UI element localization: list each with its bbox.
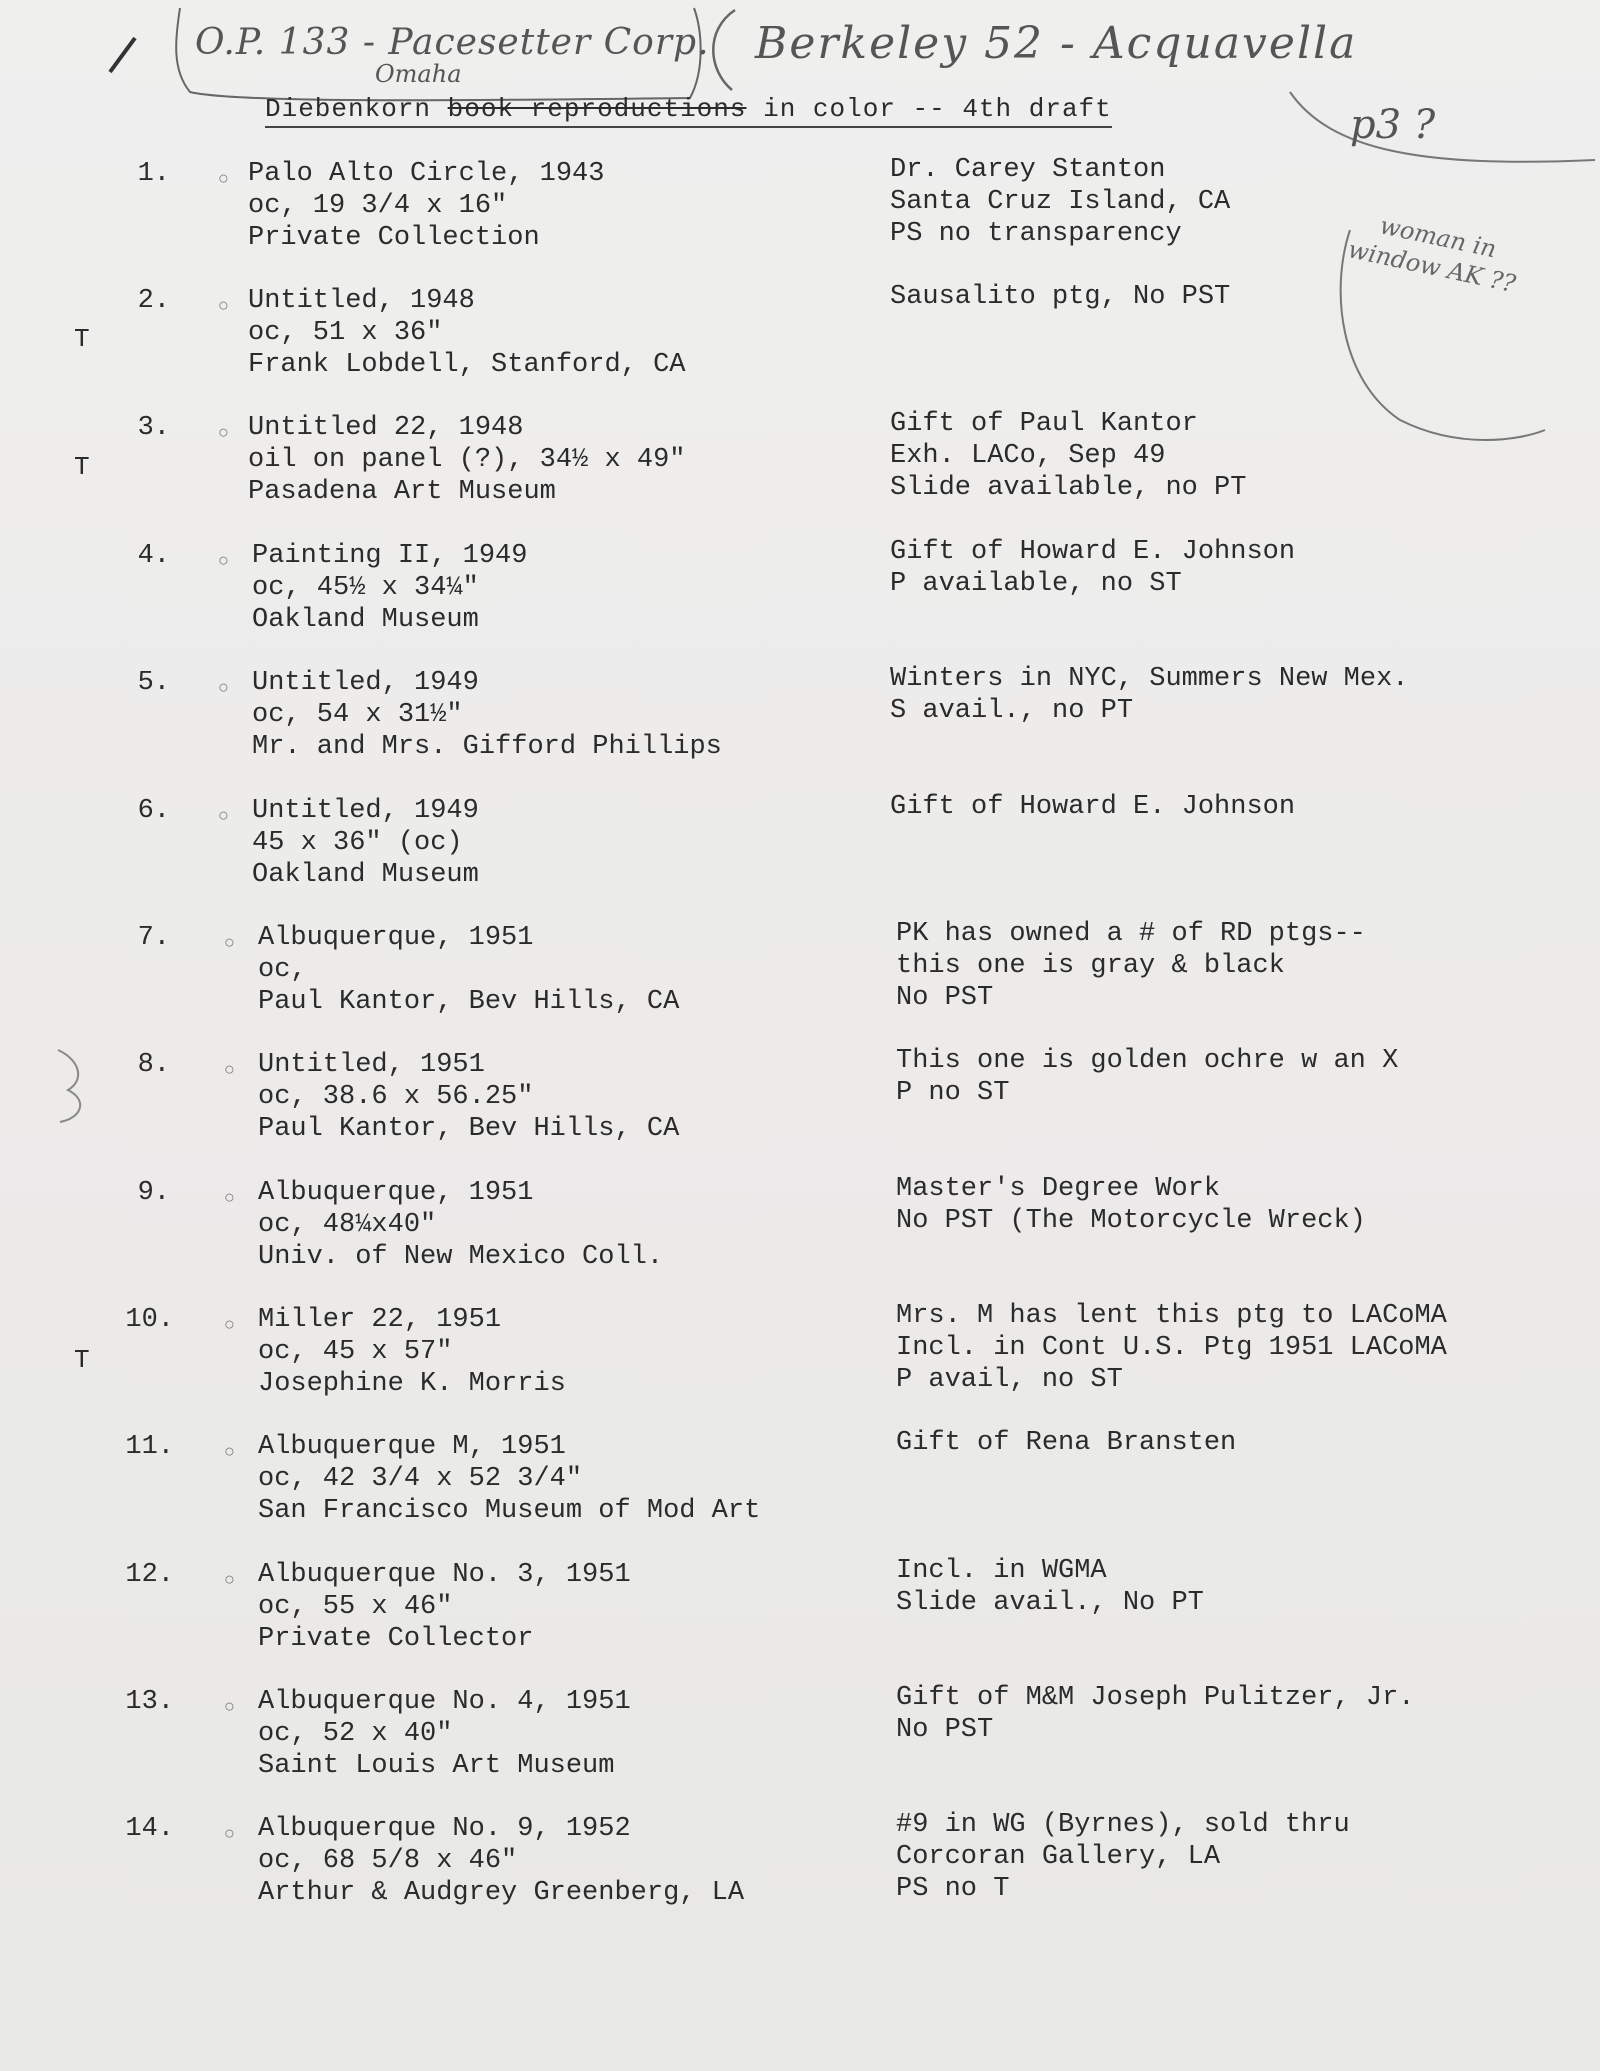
entry-left-line-3: Private Collection: [248, 223, 540, 253]
pencil-circle-icon: ○: [218, 679, 229, 699]
entry-number: 4.: [137, 541, 170, 571]
entry-left-line-1: Albuquerque No. 4, 1951: [258, 1687, 631, 1717]
handwritten-curve-right: [1290, 92, 1595, 162]
entry-number: 8.: [137, 1050, 170, 1080]
handwritten-side-note: woman in window AK ??: [1345, 211, 1519, 299]
entry-left-line-1: Painting II, 1949: [252, 541, 528, 571]
entry-left-line-2: oc, 42 3/4 x 52 3/4": [258, 1464, 583, 1494]
entry-left-line-3: Oakland Museum: [252, 605, 479, 635]
entry-right-line-2: Exh. LACo, Sep 49: [890, 441, 1166, 471]
entry-number: 9.: [137, 1178, 170, 1208]
entry-left-line-1: Albuquerque, 1951: [258, 1178, 534, 1208]
entry-left-line-2: oc, 19 3/4 x 16": [248, 191, 508, 221]
entry-left-line-1: Untitled, 1949: [252, 796, 479, 826]
t-mark-entry-3: T: [74, 452, 90, 482]
entry-left-line-2: oc, 48¼x40": [258, 1210, 437, 1240]
pencil-circle-icon: ○: [218, 807, 229, 827]
entry-right-line-3: PS no T: [896, 1874, 1010, 1904]
pencil-circle-icon: ○: [224, 1698, 235, 1718]
pencil-circle-icon: ○: [224, 1825, 235, 1845]
pencil-circle-icon: ○: [224, 1061, 235, 1081]
pencil-circle-icon: ○: [218, 297, 229, 317]
entry-number: 14.: [125, 1814, 174, 1844]
entry-left-line-3: Paul Kantor, Bev Hills, CA: [258, 987, 680, 1017]
page-header: [265, 94, 1112, 128]
entry-right-line-2: Incl. in Cont U.S. Ptg 1951 LACoMA: [896, 1333, 1447, 1363]
pencil-circle-icon: ○: [224, 1189, 235, 1209]
pencil-circle-icon: ○: [218, 552, 229, 572]
pencil-circle-icon: ○: [218, 170, 229, 190]
entry-right-line-2: Slide avail., No PT: [896, 1588, 1204, 1618]
entry-left-line-2: oc,: [258, 955, 307, 985]
handwritten-note-top-left: O.P. 133 - Pacesetter Corp.: [195, 22, 710, 63]
entry-left-line-3: Josephine K. Morris: [258, 1369, 566, 1399]
entry-right-line-1: Gift of Rena Bransten: [896, 1428, 1237, 1458]
entry-left-line-3: Oakland Museum: [252, 860, 479, 890]
entry-number: 7.: [137, 923, 170, 953]
entry-left-line-3: Frank Lobdell, Stanford, CA: [248, 350, 686, 380]
pencil-circle-icon: ○: [224, 934, 235, 954]
entry-number: 5.: [137, 668, 170, 698]
handwritten-bracket: [58, 1050, 80, 1122]
entry-left-line-2: oc, 45½ x 34¼": [252, 573, 479, 603]
entry-number: 13.: [125, 1687, 174, 1717]
entry-right-line-1: Mrs. M has lent this ptg to LACoMA: [896, 1301, 1447, 1331]
entry-right-line-3: PS no transparency: [890, 219, 1182, 249]
entry-left-line-1: Albuquerque M, 1951: [258, 1432, 566, 1462]
entry-right-line-2: P no ST: [896, 1078, 1010, 1108]
entry-left-line-1: Albuquerque No. 3, 1951: [258, 1560, 631, 1590]
handwritten-slash-top: [110, 38, 135, 72]
handwritten-page-mark: p3 ?: [1350, 102, 1436, 148]
entry-left-line-2: oil on panel (?), 34½ x 49": [248, 445, 686, 475]
entry-number: 11.: [125, 1432, 174, 1462]
entry-number: 2.: [137, 286, 170, 316]
entry-right-line-2: P available, no ST: [890, 569, 1182, 599]
entry-left-line-2: oc, 45 x 57": [258, 1337, 453, 1367]
entry-right-line-1: Winters in NYC, Summers New Mex.: [890, 664, 1409, 694]
entry-left-line-2: oc, 52 x 40": [258, 1719, 453, 1749]
entry-number: 10.: [125, 1305, 174, 1335]
entry-right-line-1: PK has owned a # of RD ptgs--: [896, 919, 1366, 949]
entry-number: 6.: [137, 796, 170, 826]
entry-left-line-3: Pasadena Art Museum: [248, 477, 556, 507]
entry-left-line-2: oc, 54 x 31½": [252, 700, 463, 730]
entry-number: 1.: [137, 159, 170, 189]
entry-left-line-1: Untitled, 1949: [252, 668, 479, 698]
pencil-circle-icon: ○: [218, 424, 229, 444]
entry-right-line-1: Sausalito ptg, No PST: [890, 282, 1231, 312]
entry-right-line-1: Gift of Howard E. Johnson: [890, 537, 1296, 567]
entry-right-line-2: Corcoran Gallery, LA: [896, 1842, 1221, 1872]
handwritten-paren: [713, 10, 735, 90]
handwritten-note-omaha: Omaha: [375, 60, 462, 88]
entry-left-line-2: oc, 38.6 x 56.25": [258, 1082, 534, 1112]
entry-left-line-3: Mr. and Mrs. Gifford Phillips: [252, 732, 722, 762]
entry-left-line-1: Miller 22, 1951: [258, 1305, 502, 1335]
header-struck-text: book reproductions: [447, 94, 747, 124]
entry-right-line-3: No PST: [896, 983, 994, 1013]
entry-left-line-1: Untitled, 1951: [258, 1050, 485, 1080]
entry-right-line-2: Santa Cruz Island, CA: [890, 187, 1231, 217]
entry-right-line-2: No PST (The Motorcycle Wreck): [896, 1206, 1366, 1236]
entry-right-line-3: P avail, no ST: [896, 1365, 1123, 1395]
entry-right-line-1: Gift of Paul Kantor: [890, 409, 1198, 439]
entry-right-line-1: Gift of Howard E. Johnson: [890, 792, 1296, 822]
entry-right-line-2: S avail., no PT: [890, 696, 1134, 726]
entry-left-line-1: Albuquerque, 1951: [258, 923, 534, 953]
entry-right-line-3: Slide available, no PT: [890, 473, 1247, 503]
entry-left-line-3: Paul Kantor, Bev Hills, CA: [258, 1114, 680, 1144]
entry-left-line-2: oc, 68 5/8 x 46": [258, 1846, 518, 1876]
t-mark-entry-10: T: [74, 1345, 90, 1375]
entry-right-line-2: this one is gray & black: [896, 951, 1285, 981]
entry-left-line-2: oc, 51 x 36": [248, 318, 443, 348]
entry-right-line-1: This one is golden ochre w an X: [896, 1046, 1399, 1076]
entry-right-line-1: #9 in WG (Byrnes), sold thru: [896, 1810, 1350, 1840]
entry-left-line-3: Saint Louis Art Museum: [258, 1751, 615, 1781]
entry-right-line-1: Dr. Carey Stanton: [890, 155, 1166, 185]
entry-left-line-1: Untitled 22, 1948: [248, 413, 524, 443]
entry-number: 12.: [125, 1560, 174, 1590]
header-prefix: Diebenkorn: [265, 94, 448, 124]
entry-left-line-2: oc, 55 x 46": [258, 1592, 453, 1622]
entry-left-line-3: Arthur & Audgrey Greenberg, LA: [258, 1878, 745, 1908]
entry-left-line-3: Univ. of New Mexico Coll.: [258, 1242, 664, 1272]
entry-left-line-1: Albuquerque No. 9, 1952: [258, 1814, 631, 1844]
entry-right-line-1: Gift of M&M Joseph Pulitzer, Jr.: [896, 1683, 1415, 1713]
pencil-circle-icon: ○: [224, 1316, 235, 1336]
entry-left-line-3: Private Collector: [258, 1624, 534, 1654]
entry-left-line-3: San Francisco Museum of Mod Art: [258, 1496, 761, 1526]
entry-left-line-2: 45 x 36" (oc): [252, 828, 463, 858]
entry-right-line-2: No PST: [896, 1715, 994, 1745]
header-suffix: in color -- 4th draft: [746, 94, 1112, 124]
entry-right-line-1: Incl. in WGMA: [896, 1556, 1107, 1586]
entry-left-line-1: Palo Alto Circle, 1943: [248, 159, 605, 189]
pencil-circle-icon: ○: [224, 1571, 235, 1591]
entry-number: 3.: [137, 413, 170, 443]
pencil-circle-icon: ○: [224, 1443, 235, 1463]
entry-right-line-1: Master's Degree Work: [896, 1174, 1221, 1204]
entry-left-line-1: Untitled, 1948: [248, 286, 475, 316]
t-mark-entry-2: T: [74, 324, 90, 354]
handwritten-note-top-right: Berkeley 52 - Acquavella: [755, 18, 1358, 69]
